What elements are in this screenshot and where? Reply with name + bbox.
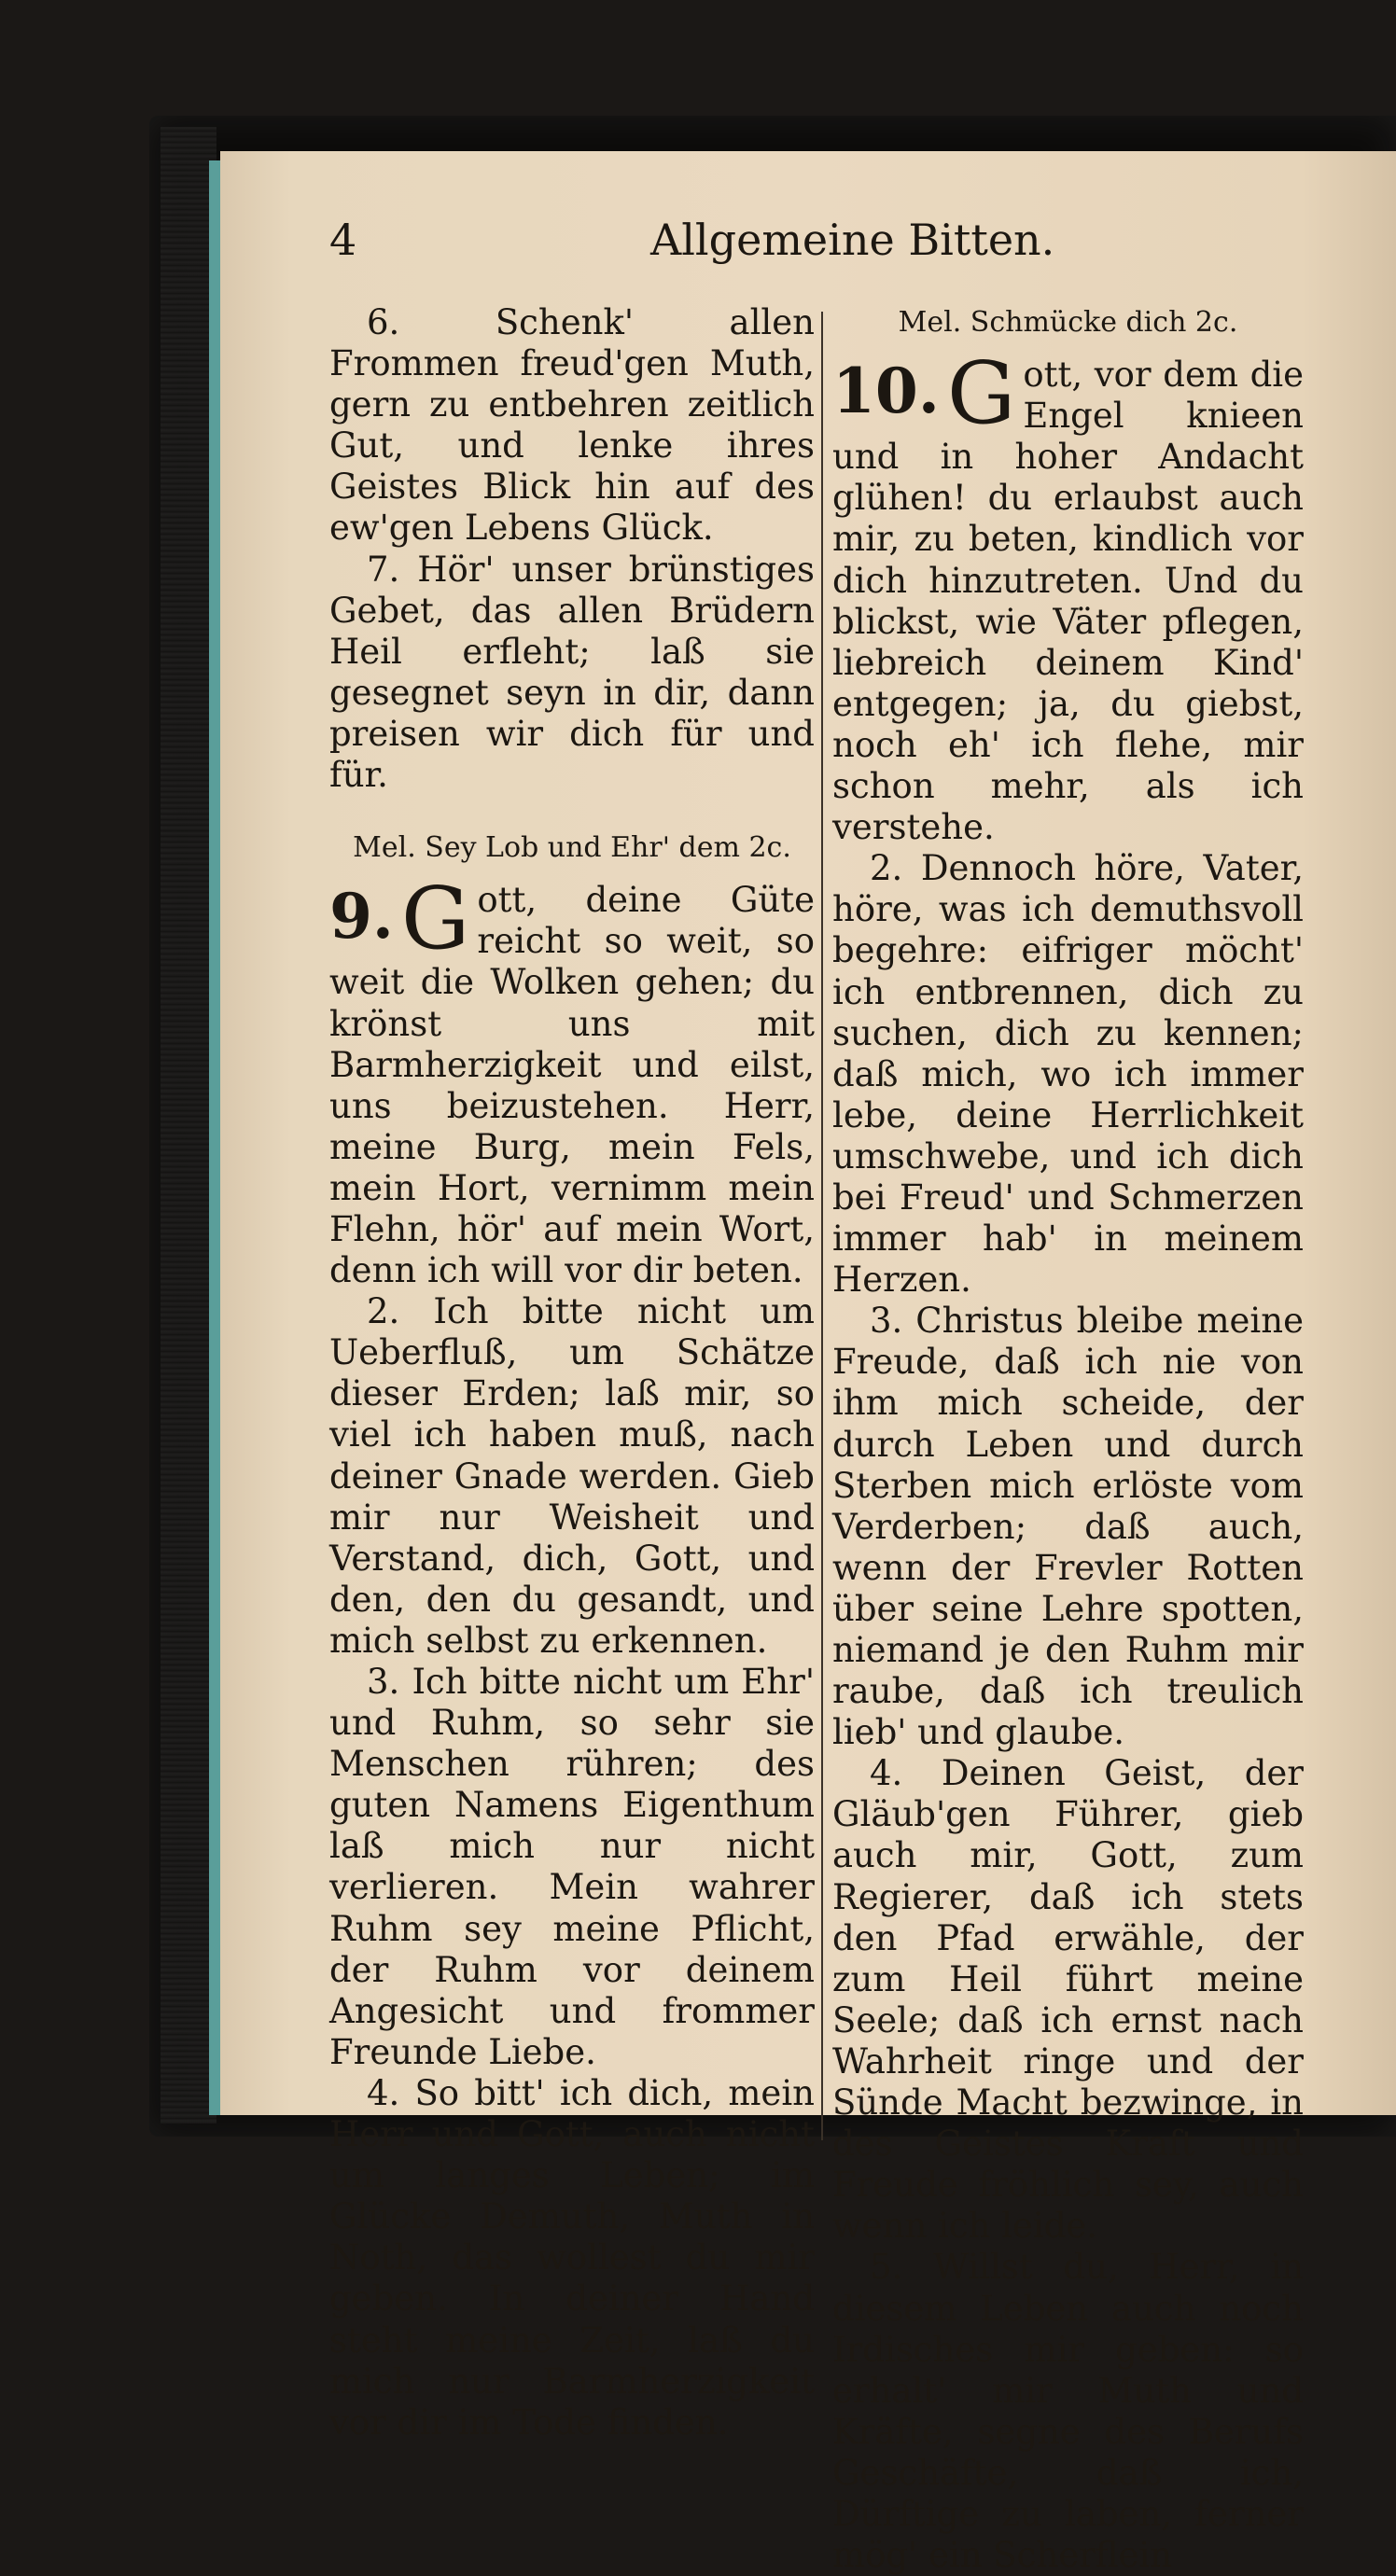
verse-7: 7. Hör' unser brünstiges Gebet, das allen Brüdern Heil erfleht; laß sie gesegnet seyn in dir, dann preisen wir dich für und für.: [329, 549, 815, 796]
running-title: Allgemeine Bitten.: [650, 215, 1055, 265]
hymn-9-verse-1: ott, deine Güte reicht so weit, so weit die Wolken gehen; du krönst uns mit Barmherzigkeit und eilst, uns beizustehen. Herr, meine Burg, mein Fels, mein Hort, vernimm mein Flehn, hör' auf mein Wort, denn ich will vor dir beten.: [329, 880, 815, 1291]
hymn-10-verse-3: 3. Christus bleibe meine Freude, daß ich nie von ihm mich scheide, der durch Leben und durch Sterben mich erlöste vom Verderben; daß auch, wenn der Frevler Rotten über seine Lehre spotten, niemand je den Ruhm mir raube, daß ich treulich lieb' und glaube.: [832, 1301, 1304, 1753]
hymn-10-verse-2: 2. Dennoch höre, Vater, höre, was ich demuthsvoll begehre: eifriger möcht' ich entbrennen, dich zu suchen, dich zu kennen; daß mich, wo ich immer lebe, deine Herrlichkeit umschwebe, und ich dich bei Freud' und Schmerzen immer hab' in meinem Herzen.: [832, 848, 1304, 1301]
page-number: 4: [329, 215, 357, 265]
cover-spine-texture: [161, 127, 216, 2123]
drop-cap: G: [946, 343, 1016, 444]
hymn-10-verse-1: ott, vor dem die Engel knieen und in hoher Andacht glühen! du erlaubst auch mir, zu beten, kindlich vor dich hinzutreten. Und du blickst, wie Väter pflegen, liebreich deinem Kind' entgegen; ja, du giebst, noch eh' ich flehe, mir schon mehr, als ich verstehe.: [832, 355, 1304, 848]
hymn-9-verse-2: 2. Ich bitte nicht um Ueberfluß, um Schätze dieser Erden; laß mir, so viel ich haben muß, nach deiner Gnade werden. Gieb mir nur Weisheit und Verstand, dich, Gott, und den, den du gesandt, und mich selbst zu erkennen.: [329, 1291, 815, 1661]
hymn-9-verse-4: 4. So bitt' ich dich, mein Herr und Gott, auch nicht um langes Leben; im Glücke Demuth, Muth in Noth, das wollest du mir geben. In deiner Hand steht meine Zeit, laß du mich nur Barmherzigkeit vor dir im Tode finden.: [329, 2072, 815, 2443]
left-column: [329, 302, 815, 2444]
hymn-10-verse-4: 4. Deinen Geist, der Gläub'gen Führer, gieb auch mir, Gott, zum Regierer, daß ich stets den Pfad erwähle, der zum Heil führt meine Seele; daß ich ernst nach Wahrheit ringe und der Sünde Macht bezwinge, in des Geistes Kraft und Freude fröhlich sey, auch wenn ich leide.: [832, 1753, 1304, 2247]
column-divider: [821, 312, 823, 2140]
verse-6: 6. Schenk' allen Frommen freud'gen Muth, gern zu entbehren zeitlich Gut, und lenke ihres Geistes Blick hin auf des ew'gen Lebens Glück.: [329, 302, 815, 549]
hymn-number: 9.: [329, 880, 394, 954]
melody-note: Mel. Schmücke dich 2c.: [898, 306, 1238, 339]
hymn-9-verse-3: 3. Ich bitte nicht um Ehr' und Ruhm, so sehr sie Menschen rühren; des guten Namens Eigenthum laß mich nur nicht verlieren. Mein wahrer Ruhm sey meine Pflicht, der Ruhm vor deinem Angesicht und frommer Freunde Liebe.: [329, 1662, 815, 2072]
right-column: [832, 302, 1304, 2576]
hymn-number: 10.: [832, 355, 940, 428]
hymn-9: [329, 869, 815, 1291]
melody-note: Mel. Sey Lob und Ehr' dem 2c.: [353, 831, 791, 865]
hymn-10-verse-5: 5. Willst du, Herr, in diesem Leben auch noch Irdisches mir geben: so erhalt' mir Muth und Kräfte, segne des Berufs Geschäfte, daß ich, Dürftige zu laben, ferner mög' ein Scherflein: [832, 2247, 1304, 2576]
page-header: [329, 215, 1216, 280]
hymn-10: [832, 343, 1304, 848]
book-page: [220, 151, 1396, 2576]
drop-cap: G: [400, 869, 470, 969]
page-edge-stain: [209, 160, 220, 2115]
